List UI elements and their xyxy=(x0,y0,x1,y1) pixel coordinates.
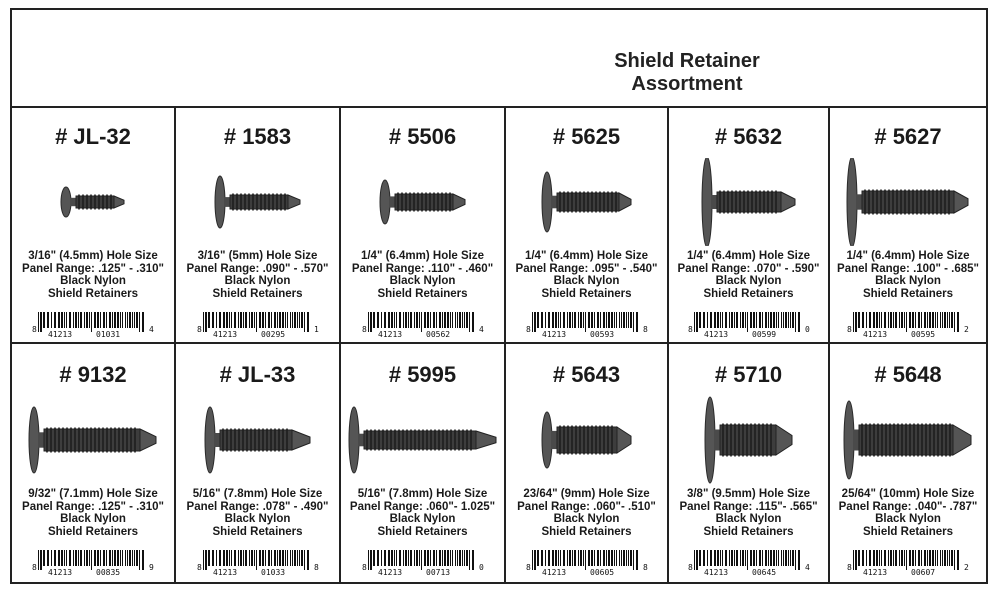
svg-text:00607: 00607 xyxy=(911,568,936,576)
svg-text:00595: 00595 xyxy=(911,330,936,338)
product-cell xyxy=(669,344,830,582)
material: Black Nylon xyxy=(60,275,126,287)
material: Black Nylon xyxy=(553,275,620,287)
panel-range: Panel Range: .095" - .540" xyxy=(515,262,658,275)
product-grid xyxy=(12,106,986,582)
svg-text:8: 8 xyxy=(196,563,202,572)
svg-text:2: 2 xyxy=(964,325,969,334)
panel-range: Panel Range: .060"- .510" xyxy=(517,500,656,513)
product-type: Shield Retainers xyxy=(703,525,794,538)
svg-text:8: 8 xyxy=(847,325,852,334)
svg-text:9: 9 xyxy=(149,563,154,572)
barcode xyxy=(830,548,986,578)
hole-size: 1/4" (6.4mm) Hole Size xyxy=(686,250,811,262)
barcode xyxy=(830,310,986,340)
hole-size: 5/16" (7.8mm) Hole Size xyxy=(192,488,323,500)
product-type: Shield Retainers xyxy=(212,287,303,300)
material: Black Nylon xyxy=(875,275,941,287)
svg-text:41213: 41213 xyxy=(863,568,888,576)
hole-size: 9/32" (7.1mm) Hole Size xyxy=(28,488,158,500)
shield-retainer-icon xyxy=(830,158,986,246)
panel-range: Panel Range: .040"- .787" xyxy=(838,500,978,513)
material: Black Nylon xyxy=(224,513,291,525)
part-number: # 5625 xyxy=(552,124,621,149)
panel-range: Panel Range: .078" - .490" xyxy=(186,500,329,513)
shield-retainer-icon xyxy=(12,396,174,484)
svg-text:8: 8 xyxy=(32,325,37,334)
hole-size: 1/4" (6.4mm) Hole Size xyxy=(846,250,970,262)
material: Black Nylon xyxy=(389,513,456,525)
svg-text:41213: 41213 xyxy=(377,568,402,576)
shield-retainer-icon xyxy=(506,158,667,246)
svg-text:8: 8 xyxy=(32,563,37,572)
barcode xyxy=(669,310,828,340)
product-cell xyxy=(830,106,986,344)
product-description xyxy=(669,250,828,300)
product-cell xyxy=(506,344,669,582)
hole-size: 3/16" (4.5mm) Hole Size xyxy=(28,250,158,262)
material: Black Nylon xyxy=(715,513,782,525)
barcode xyxy=(506,548,667,578)
product-type: Shield Retainers xyxy=(703,287,794,300)
title-line-1: Shield Retainer xyxy=(614,50,760,72)
product-cell xyxy=(12,344,176,582)
product-cell xyxy=(176,344,341,582)
small-shield-retainer-icon xyxy=(12,158,174,246)
panel-range: Panel Range: .060"- 1.025" xyxy=(349,500,496,513)
svg-text:00835: 00835 xyxy=(96,568,121,576)
hole-size: 1/4" (6.4mm) Hole Size xyxy=(524,250,649,262)
hole-size: 1/4" (6.4mm) Hole Size xyxy=(360,250,485,262)
part-number: # 9132 xyxy=(59,362,127,387)
material: Black Nylon xyxy=(224,275,291,287)
hole-size: 3/16" (5mm) Hole Size xyxy=(197,250,318,262)
panel-range: Panel Range: .070" - .590" xyxy=(677,262,820,275)
barcode xyxy=(341,310,504,340)
product-type: Shield Retainers xyxy=(541,525,632,538)
barcode xyxy=(669,548,828,578)
svg-text:8: 8 xyxy=(642,325,648,334)
material: Black Nylon xyxy=(553,513,620,525)
product-description xyxy=(12,488,174,538)
svg-text:00713: 00713 xyxy=(425,568,450,576)
barcode xyxy=(176,548,339,578)
svg-text:4: 4 xyxy=(804,563,810,572)
shield-retainer-icon xyxy=(506,396,667,484)
hole-size: 23/64" (9mm) Hole Size xyxy=(523,488,650,500)
panel-range: Panel Range: .125" - .310" xyxy=(22,500,164,513)
svg-text:8: 8 xyxy=(525,325,531,334)
part-number: # 1583 xyxy=(223,124,292,149)
material: Black Nylon xyxy=(389,275,456,287)
shield-retainer-icon xyxy=(669,158,828,246)
hole-size: 5/16" (7.8mm) Hole Size xyxy=(357,488,488,500)
svg-text:8: 8 xyxy=(687,563,693,572)
svg-text:8: 8 xyxy=(361,563,367,572)
shield-retainer-icon xyxy=(341,396,504,484)
svg-text:41213: 41213 xyxy=(48,330,73,338)
product-description xyxy=(341,250,504,300)
svg-text:00562: 00562 xyxy=(425,330,450,338)
barcode xyxy=(12,310,174,340)
svg-text:00645: 00645 xyxy=(751,568,776,576)
part-number: # 5506 xyxy=(388,124,457,149)
product-type: Shield Retainers xyxy=(862,525,954,538)
panel-range: Panel Range: .090" - .570" xyxy=(186,262,329,275)
panel-range: Panel Range: .125" - .310" xyxy=(22,262,164,275)
title-line-2: Assortment xyxy=(631,73,743,95)
product-type: Shield Retainers xyxy=(862,287,954,300)
svg-text:01031: 01031 xyxy=(96,330,121,338)
svg-text:1: 1 xyxy=(313,325,319,334)
svg-text:41213: 41213 xyxy=(703,330,728,338)
part-number: # JL-33 xyxy=(219,362,296,387)
svg-text:41213: 41213 xyxy=(703,568,728,576)
product-cell xyxy=(12,106,176,344)
barcode xyxy=(176,310,339,340)
product-description xyxy=(506,250,667,300)
product-description xyxy=(506,488,667,538)
svg-text:8: 8 xyxy=(196,325,202,334)
svg-text:00593: 00593 xyxy=(589,330,614,338)
product-cell xyxy=(669,106,830,344)
product-description xyxy=(669,488,828,538)
barcode xyxy=(341,548,504,578)
svg-text:8: 8 xyxy=(687,325,693,334)
svg-text:41213: 41213 xyxy=(541,568,566,576)
product-type: Shield Retainers xyxy=(377,287,468,300)
part-number: # 5710 xyxy=(714,362,783,387)
svg-text:41213: 41213 xyxy=(541,330,566,338)
hole-size: 25/64" (10mm) Hole Size xyxy=(841,488,975,500)
svg-text:2: 2 xyxy=(964,563,969,572)
shield-retainer-icon xyxy=(669,396,828,484)
svg-text:00599: 00599 xyxy=(751,330,776,338)
product-description xyxy=(176,250,339,300)
svg-text:00605: 00605 xyxy=(589,568,614,576)
svg-text:41213: 41213 xyxy=(212,568,237,576)
material: Black Nylon xyxy=(60,513,126,525)
product-cell xyxy=(506,106,669,344)
shield-retainer-icon xyxy=(176,396,339,484)
product-description xyxy=(176,488,339,538)
part-number: # 5643 xyxy=(552,362,621,387)
svg-text:01033: 01033 xyxy=(260,568,285,576)
product-type: Shield Retainers xyxy=(377,525,468,538)
product-cell xyxy=(176,106,341,344)
svg-text:4: 4 xyxy=(478,325,484,334)
header-band xyxy=(12,10,986,108)
part-number: # 5648 xyxy=(874,362,942,387)
panel-range: Panel Range: .100" - .685" xyxy=(837,262,979,275)
svg-text:0: 0 xyxy=(478,563,484,572)
part-number: # 5995 xyxy=(388,362,457,387)
part-number: # 5627 xyxy=(874,124,942,149)
part-number: # 5632 xyxy=(714,124,783,149)
svg-text:8: 8 xyxy=(313,563,319,572)
shield-retainer-icon xyxy=(176,158,339,246)
product-description xyxy=(12,250,174,300)
svg-text:8: 8 xyxy=(361,325,367,334)
product-type: Shield Retainers xyxy=(47,525,139,538)
svg-text:0: 0 xyxy=(804,325,810,334)
barcode xyxy=(506,310,667,340)
product-cell xyxy=(341,344,506,582)
shield-retainer-icon xyxy=(341,158,504,246)
svg-text:41213: 41213 xyxy=(48,568,73,576)
part-number: # JL-32 xyxy=(55,124,131,149)
product-description xyxy=(341,488,504,538)
svg-text:41213: 41213 xyxy=(377,330,402,338)
product-cell xyxy=(830,344,986,582)
svg-text:8: 8 xyxy=(642,563,648,572)
product-type: Shield Retainers xyxy=(212,525,303,538)
product-type: Shield Retainers xyxy=(541,287,632,300)
svg-text:8: 8 xyxy=(525,563,531,572)
svg-text:41213: 41213 xyxy=(863,330,888,338)
svg-text:00295: 00295 xyxy=(260,330,285,338)
hole-size: 3/8" (9.5mm) Hole Size xyxy=(686,488,811,500)
shield-retainer-icon xyxy=(830,396,986,484)
svg-text:41213: 41213 xyxy=(212,330,237,338)
product-cell xyxy=(341,106,506,344)
page-title xyxy=(552,50,822,96)
barcode xyxy=(12,548,174,578)
product-type: Shield Retainers xyxy=(47,287,139,300)
product-description xyxy=(830,250,986,300)
svg-text:8: 8 xyxy=(847,563,852,572)
product-description xyxy=(830,488,986,538)
svg-text:4: 4 xyxy=(149,325,154,334)
panel-range: Panel Range: .110" - .460" xyxy=(351,262,494,275)
panel-range: Panel Range: .115"- .565" xyxy=(679,500,818,513)
material: Black Nylon xyxy=(715,275,782,287)
material: Black Nylon xyxy=(875,513,941,525)
